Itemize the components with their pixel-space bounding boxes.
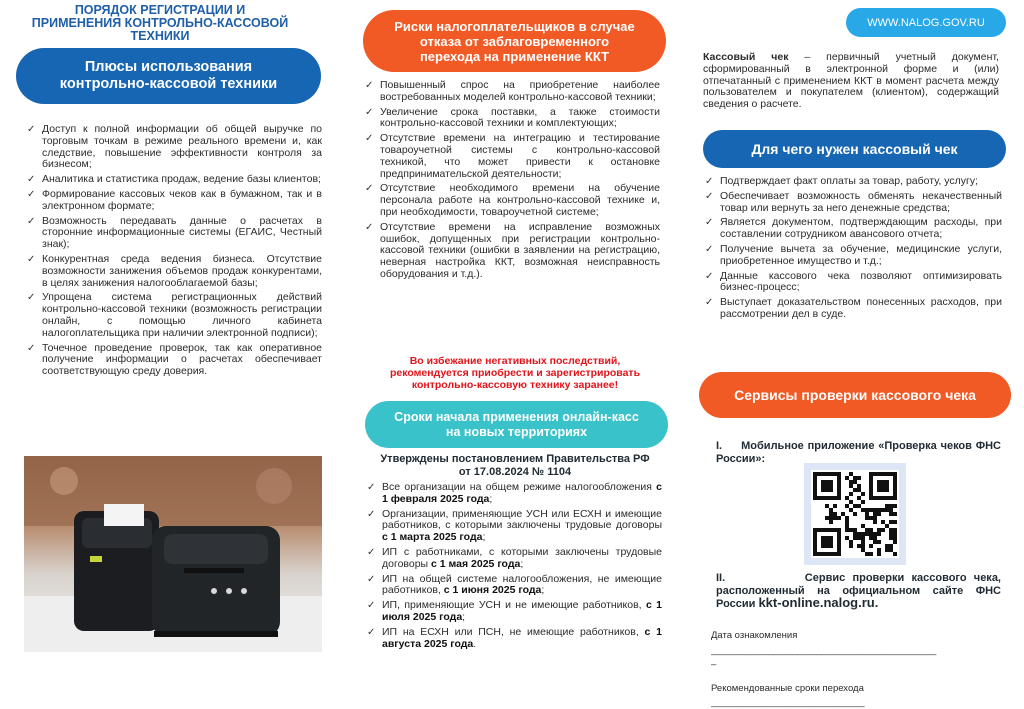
term-text: ИП, применяющие УСН и не имеющие работников, [382,599,646,612]
service-mobile-app [716,440,1001,465]
purpose-item [704,244,1002,268]
checkmark-icon: ✓ [27,188,36,200]
purpose-item [704,191,1002,215]
risk-item [364,133,660,180]
checkmark-icon: ✓ [705,217,714,229]
term-text: ИП на общей системе налогообложения, не имеющие работников, [382,572,662,597]
advantage-item-text: Конкурентная среда ведения бизнеса. Отсутствие возможности занижения объемов продаж конкурентами, в целях занижения налогооблагаемой базы; [42,252,322,289]
risk-item-text: Повышенный спрос на приобретение наиболее востребованных моделей контрольно-кассовой техники; [380,79,660,103]
term-date: с 1 июня 2025 года [443,584,542,597]
date-label: Дата ознакомления [711,630,798,641]
term-date: с 1 мая 2025 года [431,557,521,570]
purpose-item-text: Является документом, подтверждающим расходы, при составлении сотрудником авансового отчета; [720,216,1002,241]
purpose-item-text: Подтверждает факт оплаты за товар, работу, услугу; [720,176,978,187]
advantage-item [26,292,322,339]
term-text: Организации, применяющие УСН или ЕСХН и имеющие работников, с которыми заключены трудовые договоры [382,507,662,532]
qr-code-image [804,463,906,565]
service1-text: Мобильное приложение «Проверка чеков ФНС России»: [716,440,1001,465]
date-line[interactable]: _______________________________________________ [711,645,936,656]
term-end: ; [489,492,493,505]
advantage-item [26,174,322,186]
checkmark-icon: ✓ [365,183,374,195]
terms-list [366,482,662,653]
risk-item-text: Увеличение срока поставки, а также стоимости контрольно-кассовой техники и комплектующих; [380,105,660,130]
term-end: ; [482,531,486,544]
risk-item-text: Отсутствие необходимого времени на обучение персонала работе на контрольно-кассовой технике и, при необходимости, товароучетной системе; [380,182,660,218]
purpose-item-text: Данные кассового чека позволяют оптимизировать бизнес-процесс; [720,269,1002,294]
term-date: с 1 февраля 2025 года [382,481,662,505]
recommended-line[interactable]: ________________________________ [711,697,865,708]
term-text: ИП с работниками, с которыми заключены трудовые договоры [382,545,662,570]
terms-header: Сроки начала применения онлайн-касс на новых территориях [365,401,668,448]
purpose-item-text: Выступает доказательством понесенных расходов, при рассмотрении дел в суде. [720,296,1002,320]
term-item [366,627,662,651]
services-header: Сервисы проверки кассового чека [699,372,1011,418]
website-badge[interactable]: WWW.NALOG.GOV.RU [846,8,1006,37]
advantage-item-text: Упрощена система регистрационных действий контрольно-кассовой техники (возможность регистрации онлайн, с помощью личного кабинета налогоплательщика при наличии электронной подписи); [42,291,322,339]
checkmark-icon: ✓ [705,270,714,282]
advantage-item [26,189,322,213]
checkmark-icon: ✓ [27,342,36,354]
term-end: . [473,637,477,650]
warning-text: Во избежание негативных последствий, рекомендуется приобрести и зарегистрировать контрольно-кассовую технику заранее! [389,355,641,391]
service-website [716,572,1001,611]
checkmark-icon: ✓ [365,106,374,118]
term-date: с 1 августа 2025 года [382,625,662,650]
receipt-purpose-header: Для чего нужен кассовый чек [703,130,1006,168]
term-item [366,600,662,624]
advantages-list [26,124,322,381]
risk-item [364,222,660,281]
term-item [366,574,662,598]
risks-header: Риски налогоплательщиков в случае отказа от заблаговременного перехода на применение ККТ [363,10,666,72]
risk-item [364,183,660,218]
risks-list [364,80,660,284]
checkmark-icon: ✓ [367,600,376,612]
risk-item [364,80,660,104]
purpose-item-text: Получение вычета за обучение, медицинские услуги, приобретенное имущество и т.д.; [720,242,1002,267]
receipt-purpose-list [704,176,1002,324]
checkmark-icon: ✓ [27,124,36,135]
term-date: с 1 марта 2025 года [382,531,483,544]
advantage-item-text: Аналитика и статистика продаж, ведение базы клиентов; [42,173,321,186]
purpose-item-text: Обеспечивает возможность обменять некачественный товар или вернуть за него денежные средства; [720,189,1002,214]
checkmark-icon: ✓ [365,221,374,233]
date-dash: – [711,659,717,670]
printer-illustration [24,456,322,652]
advantage-item [26,343,322,378]
risk-item-text: Отсутствие времени на исправление возможных ошибок, допущенных при регистрации контрольно-кассовой техники (ошибки в заявлении на регистрацию, неверная настройка ККТ, возможная неисправность оборудования и т.д.). [380,220,660,280]
checkmark-icon: ✓ [367,482,376,493]
advantage-item [26,216,322,251]
checkmark-icon: ✓ [705,190,714,202]
checkmark-icon: ✓ [27,215,36,227]
term-item [366,547,662,571]
checkmark-icon: ✓ [365,80,374,91]
term-end: ; [520,557,524,570]
purpose-item [704,217,1002,241]
receipt-definition [703,52,999,111]
term-end: ; [462,610,466,623]
approval-note: Утверждены постановлением Правительства РФ от 17.08.2024 № 1104 [380,453,650,478]
term-text: ИП на ЕСХН или ПСН, не имеющие работников, [382,625,645,638]
advantages-header: Плюсы использования контрольно-кассовой техники [16,48,321,104]
checkmark-icon: ✓ [27,253,36,265]
advantage-item [26,254,322,289]
advantage-item-text: Возможность передавать данные о расчетах в сторонние информационные системы (ЕГАИС, Честный знак); [42,214,322,251]
service1-number: I. [716,440,723,452]
service2-text: Сервис проверки кассового чека, расположенный на официальном сайте ФНС России [716,572,1001,610]
cash-register-photo [24,456,322,652]
checkmark-icon: ✓ [365,133,374,145]
brochure-title: ПОРЯДОК РЕГИСТРАЦИИ И ПРИМЕНЕНИЯ КОНТРОЛЬНО-КАССОВОЙ ТЕХНИКИ [31,4,289,43]
definition-text: – первичный учетный документ, сформированный в электронной форме и (или) отпечатанный с применением ККТ в момент расчета между пользователем и покупателем (клиентом), содержащий сведения о расчете. [703,51,999,111]
advantage-item-text: Формирование кассовых чеков как в бумажном, так и в электронном формате; [42,187,322,212]
term-text: Все организации на общем режиме налогообложения [382,481,657,493]
checkmark-icon: ✓ [705,176,714,187]
checkmark-icon: ✓ [705,297,714,309]
advantage-item-text: Точечное проведение проверок, так как оперативное получение информации о расчетах обеспечивает соответствующую среду доверия. [42,341,322,378]
purpose-list-clip [704,176,1002,372]
risk-item-text: Отсутствие времени на интеграцию и тестирование товароучетной системы с контрольно-кассовой техникой, что может привести к остановке предпринимательской деятельности; [380,132,660,180]
purpose-item [704,297,1002,321]
term-item [366,509,662,544]
service2-site-link[interactable]: kkt-online.nalog.ru. [758,595,879,610]
term-item [366,482,662,506]
recommended-label: Рекомендованные сроки перехода [711,683,864,694]
advantage-item-text: Доступ к полной информации об общей выручке по торговым точкам в режиме реального времени и, как следствие, повышение эффективности контроля за бизнесом; [42,123,322,171]
qr-code[interactable] [804,463,906,565]
advantage-item [26,124,322,171]
checkmark-icon: ✓ [367,546,376,558]
purpose-item [704,271,1002,295]
checkmark-icon: ✓ [367,573,376,585]
checkmark-icon: ✓ [27,292,36,304]
checkmark-icon: ✓ [705,243,714,255]
checkmark-icon: ✓ [367,626,376,638]
checkmark-icon: ✓ [27,174,36,186]
term-end: ; [541,584,545,597]
term-date: с 1 июля 2025 года [382,599,662,623]
service2-number: II. [716,572,726,584]
definition-term: Кассовый чек [703,51,789,63]
purpose-item [704,176,1002,188]
risk-item [364,107,660,131]
checkmark-icon: ✓ [367,508,376,520]
